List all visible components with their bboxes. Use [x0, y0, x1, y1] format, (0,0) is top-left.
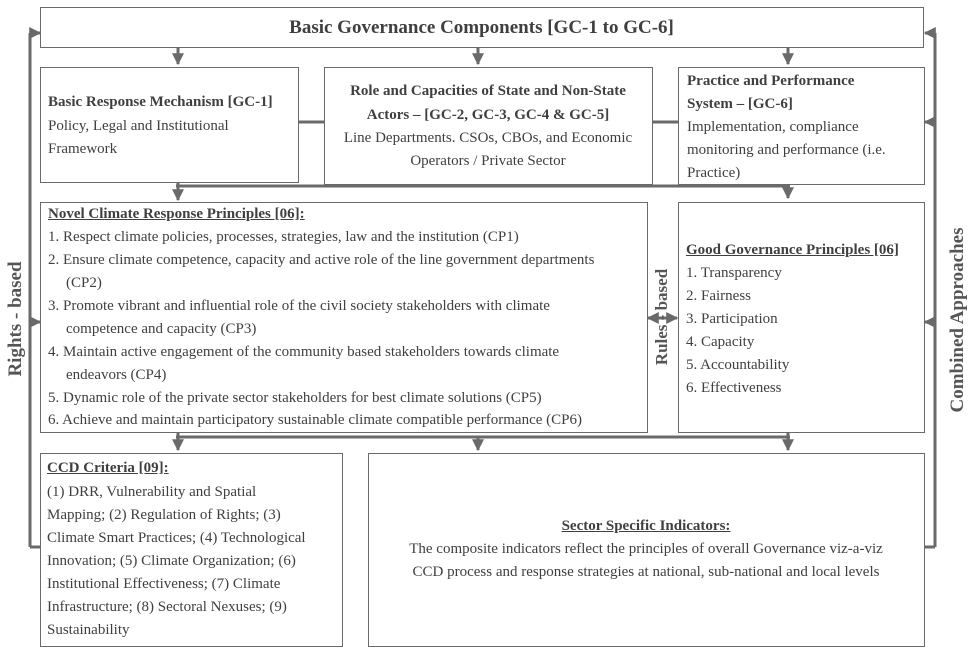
- ccd-line-6: Infrastructure; (8) Sectoral Nexuses; (9): [47, 599, 287, 615]
- gc2-title-line-2: Actors – [GC-2, GC-3, GC-4 & GC-5]: [366, 107, 610, 123]
- ccd-line-2: Mapping; (2) Regulation of Rights; (3): [47, 507, 281, 523]
- gc2-line-1: Line Departments. CSOs, CBOs, and Economic: [343, 130, 633, 146]
- rules-based-label: Rules - based: [652, 268, 671, 366]
- ccd-title: CCD Criteria [09]:: [47, 460, 169, 476]
- gc6-line-2: monitoring and performance (i.e.: [687, 142, 886, 158]
- ccd-line-5: Institutional Effectiveness; (7) Climate: [47, 576, 281, 592]
- sector-title: Sector Specific Indicators:: [561, 518, 731, 534]
- good-item-6: 6. Effectiveness: [686, 380, 782, 396]
- ccd-line-7: Sustainability: [47, 622, 130, 638]
- good-item-5: 5. Accountability: [686, 357, 790, 373]
- gc6-title-line-1: Practice and Performance: [687, 73, 855, 89]
- ccd-line-3: Climate Smart Practices; (4) Technological: [47, 530, 306, 546]
- novel-title: Novel Climate Response Principles [06]:: [48, 206, 305, 222]
- novel-line-6: 4. Maintain active engagement of the community based stakeholders towards climate: [48, 344, 560, 360]
- gc6-line-3: Practice): [687, 165, 741, 181]
- good-item-4: 4. Capacity: [686, 334, 755, 350]
- gc1-title: Basic Response Mechanism [GC-1]: [48, 94, 273, 110]
- gc2-line-2: Operators / Private Sector: [410, 153, 566, 169]
- gc1-line-2: Framework: [48, 141, 118, 157]
- gc6-line-1: Implementation, compliance: [687, 119, 859, 135]
- novel-line-2: 2. Ensure climate competence, capacity and active role of the line government departments: [48, 252, 595, 268]
- ccd-line-4: Innovation; (5) Climate Organization; (6): [47, 553, 296, 569]
- state-non-state-actors-box: [324, 67, 653, 185]
- sector-line-2: CCD process and response strategies at national, sub-national and local levels: [412, 564, 880, 580]
- practice-performance-box: [678, 67, 925, 185]
- ccd-line-1: (1) DRR, Vulnerability and Spatial: [47, 484, 257, 500]
- novel-line-1: 1. Respect climate policies, processes, strategies, law and the institution (CP1): [48, 229, 519, 245]
- novel-line-5: competence and capacity (CP3): [66, 321, 257, 337]
- gc2-title-line-1: Role and Capacities of State and Non-State: [350, 83, 626, 99]
- sector-specific-indicators-box: [368, 453, 925, 647]
- good-item-3: 3. Participation: [686, 311, 778, 327]
- gc6-title-line-2: System – [GC-6]: [687, 96, 793, 112]
- novel-line-4: 3. Promote vibrant and influential role of the civil society stakeholders with climate: [48, 298, 550, 314]
- sector-line-1: The composite indicators reflect the principles of overall Governance viz-a-viz: [409, 541, 883, 557]
- rights-based-label: Rights - based: [5, 261, 26, 377]
- basic-response-mechanism-box: [40, 67, 299, 183]
- good-item-2: 2. Fairness: [686, 288, 751, 304]
- good-title: Good Governance Principles [06]: [686, 242, 899, 258]
- header-title: Basic Governance Components [GC-1 to GC-6]: [289, 17, 674, 38]
- combined-approaches-label: Combined Approaches: [947, 227, 968, 413]
- good-item-1: 1. Transparency: [686, 265, 782, 281]
- good-governance-principles-box: [678, 202, 925, 433]
- novel-line-7: endeavors (CP4): [66, 367, 167, 383]
- novel-line-3: (CP2): [66, 275, 102, 291]
- basic-governance-components-box: [40, 7, 924, 48]
- novel-line-8: 5. Dynamic role of the private sector stakeholders for best climate solutions (CP5): [48, 390, 542, 406]
- gc1-line-1: Policy, Legal and Institutional: [48, 118, 229, 134]
- ccd-criteria-box: [40, 453, 343, 647]
- novel-climate-principles-box: [40, 202, 648, 433]
- novel-line-9: 6. Achieve and maintain participatory sustainable climate compatible performance (CP6): [48, 412, 582, 428]
